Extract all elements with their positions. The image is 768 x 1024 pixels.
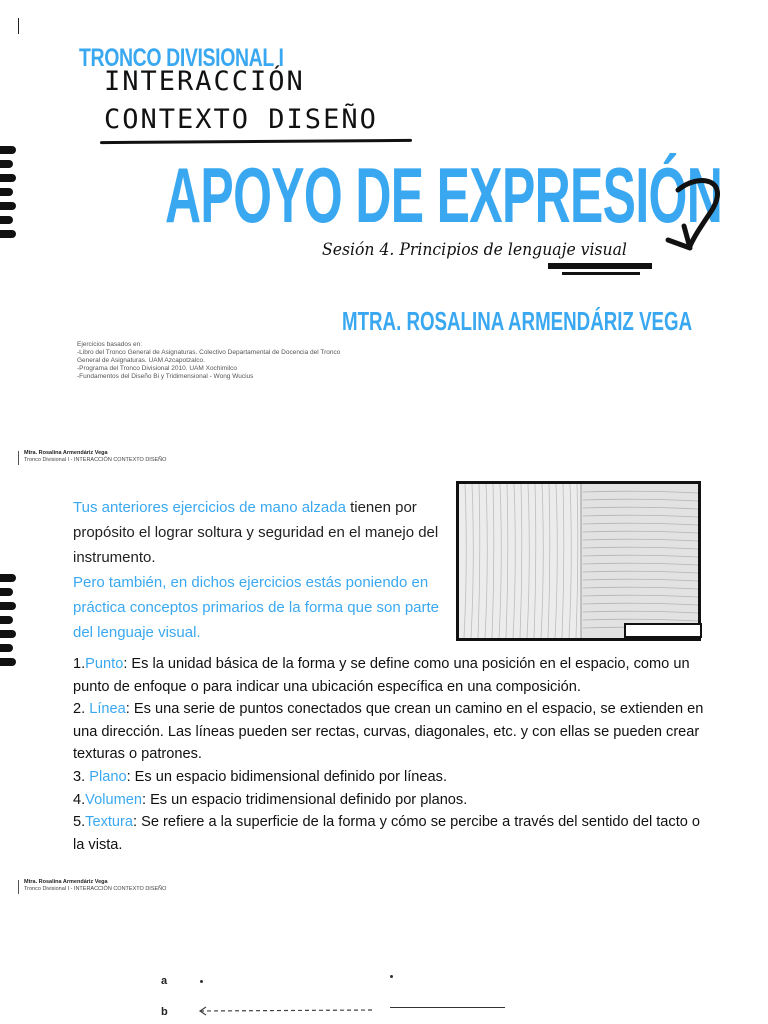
course-title: TRONCO DIVISIONAL I: [79, 44, 284, 72]
item-number: 2.: [73, 701, 90, 718]
reference-line: -Programa del Tronco Divisional 2010. UAM Xochimilco: [77, 365, 238, 372]
footer-name: Mtra. Rosalina Armendáriz Vega: [24, 879, 108, 885]
concept-desc: : Se refiere a la superficie de la forma y cómo se percibe a través del sentido del tacto o la vista.: [73, 814, 701, 853]
reference-line: -Fundamentos del Diseño Bi y Tridimensional - Wong Wucius: [77, 373, 254, 380]
concept-term: Textura: [85, 814, 134, 831]
intro-highlight: Tus anteriores ejercicios de mano alzada: [73, 499, 346, 516]
page-footer: [24, 450, 166, 464]
subtitle-line-1: INTERACCIÓN: [104, 66, 305, 97]
item-number: 4.: [73, 791, 86, 808]
exercise-label-a: a: [161, 975, 168, 987]
intro-text: tienen por propósito el lograr soltura y seguridad en el manejo del instrumento.: [73, 499, 439, 566]
list-item: [73, 789, 713, 812]
session-underline-2: [562, 272, 640, 275]
reference-line: -Libro del Tronco General de Asignaturas. Colectivo Departamental de Docencia del Tronco: [77, 349, 341, 356]
list-item: [73, 811, 713, 856]
references: [77, 341, 407, 381]
point-dot: [390, 975, 393, 978]
subtitle-underline: [100, 139, 412, 144]
concept-term: Plano: [89, 768, 127, 785]
subtitle-line-2: CONTEXTO DISEÑO: [104, 104, 378, 135]
session-underline: [548, 263, 652, 269]
list-item: [73, 698, 713, 766]
brush-stroke-decoration: [0, 574, 18, 672]
concept-term: Volumen: [85, 791, 142, 808]
page-title: APOYO DE EXPRESIÓN: [165, 151, 723, 239]
item-number: 5.: [73, 814, 86, 831]
concepts-list: [73, 653, 713, 856]
footer-course: Tronco Divisional I - INTERACCIÓN CONTEXTO DISEÑO: [24, 457, 167, 463]
footer-course: Tronco Divisional I - INTERACCIÓN CONTEXTO DISEÑO: [24, 886, 167, 892]
item-number: 3.: [73, 768, 90, 785]
concept-term: Línea: [89, 701, 126, 718]
line-exercise-image: [459, 484, 698, 638]
footer-bar: [18, 880, 19, 894]
point-dot: [200, 980, 203, 983]
dashed-line-drawing: [198, 1005, 378, 1017]
reference-line: General de Asignaturas. UAM Azcapotzalco.: [77, 357, 205, 364]
footer-name: Mtra. Rosalina Armendáriz Vega: [24, 450, 108, 456]
footer-bar: [18, 451, 19, 465]
list-item: [73, 653, 713, 698]
hand-drawn-lines-photo: [456, 481, 701, 641]
concept-desc: : Es la unidad básica de la forma y se define como una posición en el espacio, como un punto de enfoque o para indicar una ubicación específica en una composición.: [73, 656, 690, 695]
item-number: 1.: [73, 656, 86, 672]
intro-highlight-2: Pero también, en dichos ejercicios estás poniendo en práctica conceptos primarios de la forma que son parte del lenguaje visual.: [73, 574, 440, 641]
hand-drawn-arrow-icon: [660, 170, 730, 260]
photo-label-box: [624, 623, 702, 638]
author-name: MTRA. ROSALINA ARMENDÁRIZ VEGA: [342, 306, 693, 336]
intro-paragraph: [73, 495, 448, 645]
exercise-label-b: b: [161, 1006, 168, 1018]
concept-term: Punto: [85, 656, 124, 672]
solid-line-drawing: [390, 1007, 505, 1008]
list-item: [73, 766, 713, 789]
page-edge-mark: [18, 18, 19, 34]
concept-desc: : Es un espacio tridimensional definido por planos.: [141, 791, 468, 808]
brush-stroke-decoration: [0, 146, 18, 244]
reference-line: Ejercicios basados en:: [77, 341, 143, 348]
session-subtitle: Sesión 4. Principios de lenguaje visual: [322, 240, 627, 260]
concept-desc: : Es un espacio bidimensional definido por líneas.: [126, 768, 448, 785]
concept-desc: : Es una serie de puntos conectados que crean un camino en el espacio, se extienden en una dirección. Las líneas pueden ser rectas, curvas, diagonales, etc. y con ellas se pueden crear texturas o patrones.: [73, 701, 704, 763]
page-footer: [24, 879, 166, 893]
